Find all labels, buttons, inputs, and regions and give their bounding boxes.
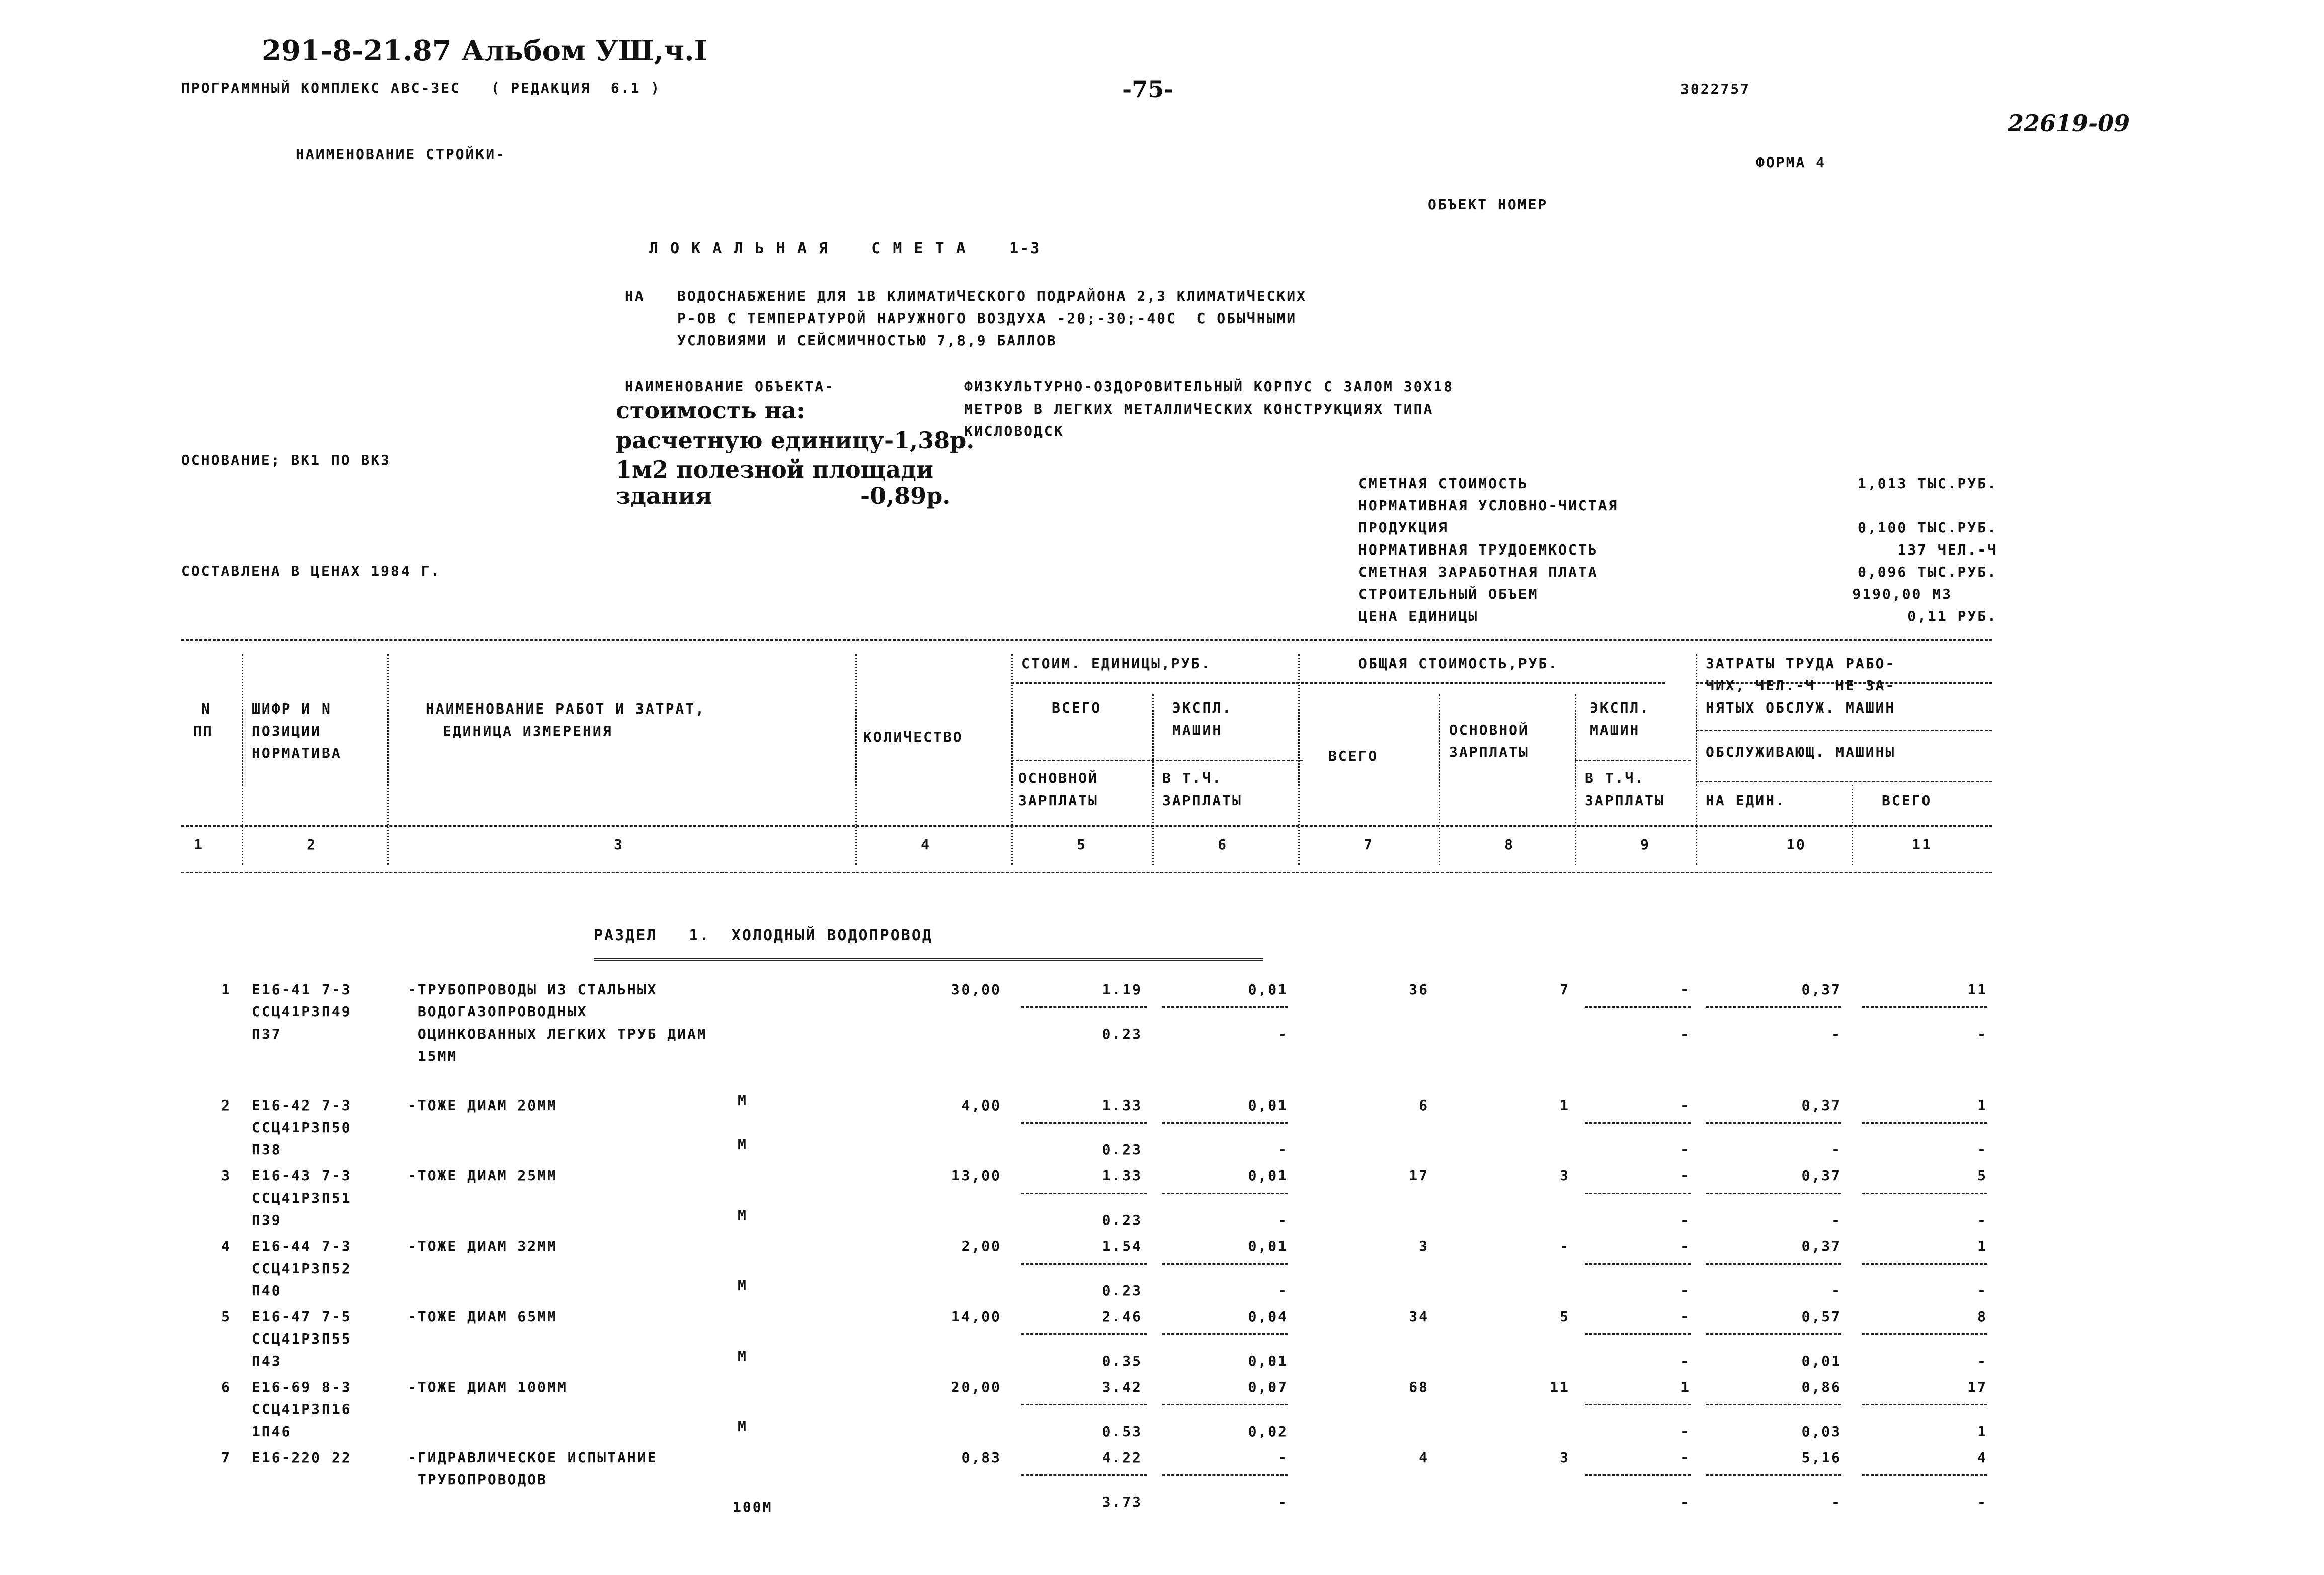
row-labor-per-unit: 0,86 [1801,1379,1841,1395]
row-rule-c6 [1162,1122,1288,1124]
row-number: 7 [221,1449,231,1466]
form-label: ФОРМА 4 [1756,154,1826,171]
row-code: ССЦ41Р3П55 [252,1330,352,1347]
row-number: 1 [221,981,231,998]
hdr-labor-3: НЯТЫХ ОБСЛУЖ. МАШИН [1706,699,1896,716]
archive-stamp: 22619-09 [2008,110,2130,137]
row-unit-cost-wage: 0.35 [1102,1353,1142,1369]
row-rule-c9 [1585,1263,1691,1265]
row-unit-cost-machines: - [1278,1449,1288,1466]
row-work-name: -ГИДРАВЛИЧЕСКОЕ ИСПЫТАНИЕ [408,1449,658,1466]
row-total-machines-wage: - [1680,1353,1691,1369]
row-unit: М [738,1207,748,1223]
summary-label-5: СМЕТНАЯ ЗАРАБОТНАЯ ПЛАТА [1358,564,1598,580]
row-rule-c10 [1706,1404,1841,1405]
row-rule-c10 [1706,1006,1841,1008]
row-rule-c11 [1862,1193,1987,1194]
row-unit-cost-wage: 0.53 [1102,1423,1142,1440]
row-code: П40 [252,1282,282,1299]
row-rule-c11 [1862,1404,1987,1405]
row-labor-machines: - [1831,1026,1841,1042]
row-rule-c5 [1021,1404,1147,1405]
row-total-machines: - [1680,1097,1691,1114]
col-sep-8 [1575,694,1576,865]
row-rule-c9 [1585,1006,1691,1008]
hdr-c5-wage: ЗАРПЛАТЫ [1018,792,1098,809]
colnum-9: 9 [1640,836,1650,853]
row-quantity: 4,00 [961,1097,1001,1114]
col-sep-6 [1298,654,1300,865]
colnum-10: 10 [1786,836,1806,853]
row-unit-cost-total: 1.33 [1102,1167,1142,1184]
row-labor-per-unit: 0,37 [1801,1097,1841,1114]
row-total-cost: 17 [1409,1167,1429,1184]
hdr-c8-main: ОСНОВНОЙ [1449,722,1529,738]
hdr-labor-sub: ОБСЛУЖИВАЮЩ. МАШИНЫ [1706,744,1896,760]
row-total-wage: 7 [1560,981,1570,998]
summary-label-6: СТРОИТЕЛЬНЫЙ ОБЪЕМ [1358,586,1539,602]
row-labor-machines-total: - [1977,1212,1987,1228]
summary-label-7: ЦЕНА ЕДИНИЦЫ [1358,608,1479,624]
col-sep-1 [242,654,243,865]
row-code: П38 [252,1141,282,1158]
construction-label: НАИМЕНОВАНИЕ СТРОЙКИ- [296,146,506,163]
row-quantity: 0,83 [961,1449,1001,1466]
row-rule-c9 [1585,1404,1691,1405]
row-unit: М [738,1092,748,1109]
page-number: -75- [1122,75,1174,103]
estimate-title: Л О К А Л Ь Н А Я С М Е Т А 1-3 [649,240,1041,257]
row-rule-c11 [1862,1333,1987,1335]
row-code: ССЦ41Р3П50 [252,1119,352,1136]
row-code: ССЦ41Р3П51 [252,1190,352,1206]
row-labor-per-unit: 0,37 [1801,981,1841,998]
row-code: ССЦ41Р3П52 [252,1260,352,1277]
summary-label-2: НОРМАТИВНАЯ УСЛОВНО-ЧИСТАЯ [1358,497,1619,514]
row-total-machines-wage: - [1680,1026,1691,1042]
row-code: Е16-69 8-3 [252,1379,352,1395]
colnum-11: 11 [1912,836,1932,853]
row-total-wage: 1 [1560,1097,1570,1114]
row-unit-cost-machines: 0,01 [1248,1097,1288,1114]
row-code: Е16-220 22 [252,1449,352,1466]
row-labor-per-unit: 0,37 [1801,1238,1841,1254]
row-labor-machines: 0,03 [1801,1423,1841,1440]
header-rule-mach [1575,760,1691,761]
row-rule-c10 [1706,1122,1841,1124]
row-work-name: ТРУБОПРОВОДОВ [408,1471,548,1488]
row-labor-total: 1 [1977,1238,1987,1254]
row-total-cost: 36 [1409,981,1429,998]
row-total-cost: 34 [1409,1308,1429,1325]
row-rule-c5 [1021,1193,1147,1194]
summary-value-3: 0,100 ТЫС.РУБ. [1857,519,1997,536]
row-code: П43 [252,1353,282,1369]
row-labor-machines-total: - [1977,1026,1987,1042]
row-total-cost: 68 [1409,1379,1429,1395]
row-rule-c11 [1862,1006,1987,1008]
section-underline [594,958,1263,961]
row-total-machines-wage: - [1680,1282,1691,1299]
summary-value-5: 0,096 ТЫС.РУБ. [1857,564,1997,580]
row-rule-c6 [1162,1404,1288,1405]
row-total-machines: - [1680,981,1691,998]
row-total-cost: 6 [1419,1097,1429,1114]
row-unit-cost-machines: 0,07 [1248,1379,1288,1395]
row-unit: М [738,1418,748,1435]
hdr-c5-main: ОСНОВНОЙ [1018,770,1098,786]
row-unit-cost-machines-wage: - [1278,1026,1288,1042]
row-quantity: 14,00 [951,1308,1001,1325]
row-unit-cost-machines-wage: - [1278,1282,1288,1299]
row-labor-machines: - [1831,1212,1841,1228]
col-sep-4 [1011,654,1013,865]
hdr-code-1: ШИФР И N [252,700,332,717]
basis-line: ОСНОВАНИЕ; ВК1 ПО ВК3 [181,452,391,468]
row-unit-cost-machines-wage: - [1278,1212,1288,1228]
hdr-c8-wage: ЗАРПЛАТЫ [1449,744,1529,760]
row-unit-cost-machines: 0,04 [1248,1308,1288,1325]
row-labor-per-unit: 0,37 [1801,1167,1841,1184]
row-code: Е16-41 7-3 [252,981,352,998]
summary-value-7: 0,11 РУБ. [1907,608,1997,624]
row-labor-total: 17 [1967,1379,1987,1395]
row-quantity: 2,00 [961,1238,1001,1254]
hdr-labor-1: ЗАТРАТЫ ТРУДА РАБО- [1706,655,1896,672]
row-unit-cost-wage: 0.23 [1102,1212,1142,1228]
row-total-wage: 3 [1560,1167,1570,1184]
row-quantity: 20,00 [951,1379,1001,1395]
row-labor-total: 8 [1977,1308,1987,1325]
row-rule-c6 [1162,1193,1288,1194]
row-total-machines: - [1680,1449,1691,1466]
row-code: ССЦ41Р3П16 [252,1401,352,1418]
row-total-wage: - [1560,1238,1570,1254]
row-total-wage: 11 [1550,1379,1570,1395]
row-labor-per-unit: 0,57 [1801,1308,1841,1325]
subject-on-label: НА [625,288,645,304]
hdr-name-1: НАИМЕНОВАНИЕ РАБОТ И ЗАТРАТ, [426,700,706,717]
row-code: П39 [252,1212,282,1228]
row-unit-cost-wage: 3.73 [1102,1493,1142,1510]
hdr-code-3: НОРМАТИВА [252,745,342,761]
hdr-c6-wage: ЗАРПЛАТЫ [1162,792,1242,809]
row-quantity: 30,00 [951,981,1001,998]
row-unit-cost-wage: 0.23 [1102,1282,1142,1299]
row-labor-machines-total: - [1977,1493,1987,1510]
row-rule-c6 [1162,1263,1288,1265]
hdr-c5-total: ВСЕГО [1052,699,1102,716]
cost-value: -0,89р. [860,482,951,509]
row-total-wage: 5 [1560,1308,1570,1325]
hdr-code-2: ПОЗИЦИИ [252,723,322,739]
row-unit-cost-machines-wage: - [1278,1141,1288,1158]
row-work-name: 15ММ [408,1048,458,1064]
row-unit-cost-machines: 0,01 [1248,1238,1288,1254]
row-rule-c5 [1021,1333,1147,1335]
row-unit-cost-total: 3.42 [1102,1379,1142,1395]
program-line: ПРОГРАММНЫЙ КОМПЛЕКС АВС-3ЕС ( РЕДАКЦИЯ 6.1 ) [181,80,661,96]
row-work-name: -ТОЖЕ ДИАМ 25ММ [408,1167,557,1184]
colnum-2: 2 [307,836,317,853]
row-unit-cost-total: 1.54 [1102,1238,1142,1254]
row-labor-machines: - [1831,1493,1841,1510]
row-work-name: -ТОЖЕ ДИАМ 20ММ [408,1097,557,1114]
row-unit-cost-wage: 0.23 [1102,1141,1142,1158]
header-rule-cost [1011,682,1665,684]
row-labor-machines-total: - [1977,1353,1987,1369]
row-unit-cost-total: 4.22 [1102,1449,1142,1466]
row-unit: М [738,1136,748,1153]
col-sep-5 [1152,694,1154,865]
row-rule-c10 [1706,1263,1841,1265]
header-rule-bottom [181,872,1992,873]
object-number-label: ОБЪЕКТ НОМЕР [1428,196,1548,213]
row-code: Е16-42 7-3 [252,1097,352,1114]
hdr-c9-mach: МАШИН [1590,722,1640,738]
header-rule-labor2 [1696,730,1992,731]
prices-line: СОСТАВЛЕНА В ЦЕНАХ 1984 Г. [181,563,441,579]
row-total-cost: 3 [1419,1238,1429,1254]
col-sep-3 [855,654,857,865]
row-rule-c5 [1021,1474,1147,1476]
row-number: 5 [221,1308,231,1325]
object-name-label: НАИМЕНОВАНИЕ ОБЪЕКТА- [625,378,835,395]
cost-line-4: здания [616,482,712,509]
document-code: 3022757 [1680,81,1751,97]
colnum-5: 5 [1077,836,1087,853]
object-name-line-2: МЕТРОВ В ЛЕГКИХ МЕТАЛЛИЧЕСКИХ КОНСТРУКЦИЯХ ТИПА [964,401,1434,417]
summary-label-3: ПРОДУКЦИЯ [1358,519,1449,536]
hdr-c7: ВСЕГО [1328,748,1379,764]
row-rule-c5 [1021,1263,1147,1265]
row-total-cost: 4 [1419,1449,1429,1466]
col-sep-10 [1852,785,1853,865]
row-unit-cost-wage: 0.23 [1102,1026,1142,1042]
row-rule-c6 [1162,1474,1288,1476]
row-total-machines-wage: - [1680,1141,1691,1158]
row-number: 6 [221,1379,231,1395]
header-rule-unit [1011,760,1303,761]
object-name-line-3: КИСЛОВОДСК [964,423,1064,439]
col-sep-9 [1696,654,1697,865]
summary-value-6: 9190,00 М3 [1852,586,1952,602]
colnum-3: 3 [614,836,624,853]
colnum-6: 6 [1218,836,1228,853]
hdr-labor-2: ЧИХ, ЧЕЛ.-Ч НЕ ЗА- [1706,677,1896,694]
hdr-c9-incl: В Т.Ч. [1585,770,1645,786]
row-unit: М [738,1277,748,1294]
row-work-name: -ТОЖЕ ДИАМ 100ММ [408,1379,568,1395]
row-labor-machines-total: - [1977,1282,1987,1299]
object-name-line-1: ФИЗКУЛЬТУРНО-ОЗДОРОВИТЕЛЬНЫЙ КОРПУС С ЗАЛОМ 30Х18 [964,378,1454,395]
subject-line-3: УСЛОВИЯМИ И СЕЙСМИЧНОСТЬЮ 7,8,9 БАЛЛОВ [677,332,1057,349]
row-total-machines: 1 [1680,1379,1691,1395]
row-rule-c5 [1021,1122,1147,1124]
cost-line-3: 1м2 полезной площади [616,456,934,483]
row-labor-machines-total: 1 [1977,1423,1987,1440]
hdr-c6-incl: В Т.Ч. [1162,770,1223,786]
row-rule-c9 [1585,1193,1691,1194]
row-labor-total: 1 [1977,1097,1987,1114]
row-unit-cost-total: 1.33 [1102,1097,1142,1114]
hdr-pp: ПП [193,723,213,739]
colnum-7: 7 [1364,836,1374,853]
row-total-machines: - [1680,1238,1691,1254]
row-rule-c10 [1706,1193,1841,1194]
row-labor-machines-total: - [1977,1141,1987,1158]
row-unit-cost-total: 1.19 [1102,981,1142,998]
row-rule-c11 [1862,1474,1987,1476]
row-unit-cost-machines-wage: 0,01 [1248,1353,1288,1369]
row-total-machines-wage: - [1680,1212,1691,1228]
row-labor-total: 11 [1967,981,1987,998]
row-rule-c10 [1706,1333,1841,1335]
row-rule-c11 [1862,1122,1987,1124]
row-rule-c9 [1585,1333,1691,1335]
row-unit-cost-total: 2.46 [1102,1308,1142,1325]
hdr-qty: КОЛИЧЕСТВО [863,729,964,745]
row-work-name: ОЦИНКОВАННЫХ ЛЕГКИХ ТРУБ ДИАМ [408,1026,707,1042]
row-work-name: -ТОЖЕ ДИАМ 32ММ [408,1238,557,1254]
summary-value-1: 1,013 ТЫС.РУБ. [1857,475,1997,492]
colnum-8: 8 [1504,836,1514,853]
row-work-name: -ТРУБОПРОВОДЫ ИЗ СТАЛЬНЫХ [408,981,658,998]
summary-label-4: НОРМАТИВНАЯ ТРУДОЕМКОСТЬ [1358,541,1598,558]
row-unit-cost-machines: 0,01 [1248,1167,1288,1184]
row-total-wage: 3 [1560,1449,1570,1466]
row-unit-cost-machines-wage: 0,02 [1248,1423,1288,1440]
summary-value-4: 137 ЧЕЛ.-Ч [1897,541,1997,558]
hdr-c9-wage: ЗАРПЛАТЫ [1585,792,1665,809]
hdr-c6-mach: МАШИН [1172,722,1223,738]
row-unit-cost-machines: 0,01 [1248,981,1288,998]
row-labor-machines: - [1831,1282,1841,1299]
row-labor-total: 4 [1977,1449,1987,1466]
summary-label-1: СМЕТНАЯ СТОИМОСТЬ [1358,475,1529,492]
cost-line-1: стоимость на: [616,397,806,424]
row-work-name: ВОДОГАЗОПРОВОДНЫХ [408,1003,588,1020]
row-code: Е16-47 7-5 [252,1308,352,1325]
colnum-4: 4 [921,836,931,853]
hdr-unit-cost: СТОИМ. ЕДИНИЦЫ,РУБ. [1021,655,1212,672]
col-sep-7 [1439,694,1440,865]
row-total-machines-wage: - [1680,1493,1691,1510]
hdr-n: N [201,700,211,717]
row-rule-c9 [1585,1474,1691,1476]
row-unit: М [738,1348,748,1364]
row-total-machines: - [1680,1167,1691,1184]
hdr-c10: НА ЕДИН. [1706,792,1786,809]
header-rule-mid [181,825,1992,827]
cost-line-2: расчетную единицу-1,38р. [616,427,975,454]
colnum-1: 1 [194,836,204,853]
hdr-name-2: ЕДИНИЦА ИЗМЕРЕНИЯ [443,723,613,739]
row-labor-total: 5 [1977,1167,1987,1184]
row-code: Е16-44 7-3 [252,1238,352,1254]
row-rule-c6 [1162,1006,1288,1008]
row-quantity: 13,00 [951,1167,1001,1184]
row-code: П37 [252,1026,282,1042]
row-work-name: -ТОЖЕ ДИАМ 65ММ [408,1308,557,1325]
hdr-c9-exp: ЭКСПЛ. [1590,699,1650,716]
row-labor-machines: 0,01 [1801,1353,1841,1369]
subject-line-1: ВОДОСНАБЖЕНИЕ ДЛЯ 1В КЛИМАТИЧЕСКОГО ПОДРАЙОНА 2,3 КЛИМАТИЧЕСКИХ [677,288,1307,304]
row-total-machines: - [1680,1308,1691,1325]
row-rule-c10 [1706,1474,1841,1476]
hdr-total-cost: ОБЩАЯ СТОИМОСТЬ,РУБ. [1358,655,1559,672]
section-title: РАЗДЕЛ 1. ХОЛОДНЫЙ ВОДОПРОВОД [594,927,933,944]
album-code: 291-8-21.87 Альбом УШ,ч.I [262,34,707,67]
row-rule-c6 [1162,1333,1288,1335]
hdr-c6-exp: ЭКСПЛ. [1172,699,1233,716]
row-rule-c11 [1862,1263,1987,1265]
row-labor-machines: - [1831,1141,1841,1158]
row-code: Е16-43 7-3 [252,1167,352,1184]
row-code: ССЦ41Р3П49 [252,1003,352,1020]
row-unit: 100М [733,1499,773,1515]
row-number: 3 [221,1167,231,1184]
row-labor-per-unit: 5,16 [1801,1449,1841,1466]
row-number: 4 [221,1238,231,1254]
col-sep-2 [387,654,389,865]
row-number: 2 [221,1097,231,1114]
row-code: 1П46 [252,1423,292,1440]
hdr-c11: ВСЕГО [1882,792,1932,809]
subject-line-2: Р-ОВ С ТЕМПЕРАТУРОЙ НАРУЖНОГО ВОЗДУХА -20;-30;-40С С ОБЫЧНЫМИ [677,310,1297,327]
header-rule-labor3 [1696,781,1992,782]
row-total-machines-wage: - [1680,1423,1691,1440]
row-rule-c5 [1021,1006,1147,1008]
row-rule-c9 [1585,1122,1691,1124]
header-rule-top [181,639,1992,641]
row-unit-cost-machines-wage: - [1278,1493,1288,1510]
